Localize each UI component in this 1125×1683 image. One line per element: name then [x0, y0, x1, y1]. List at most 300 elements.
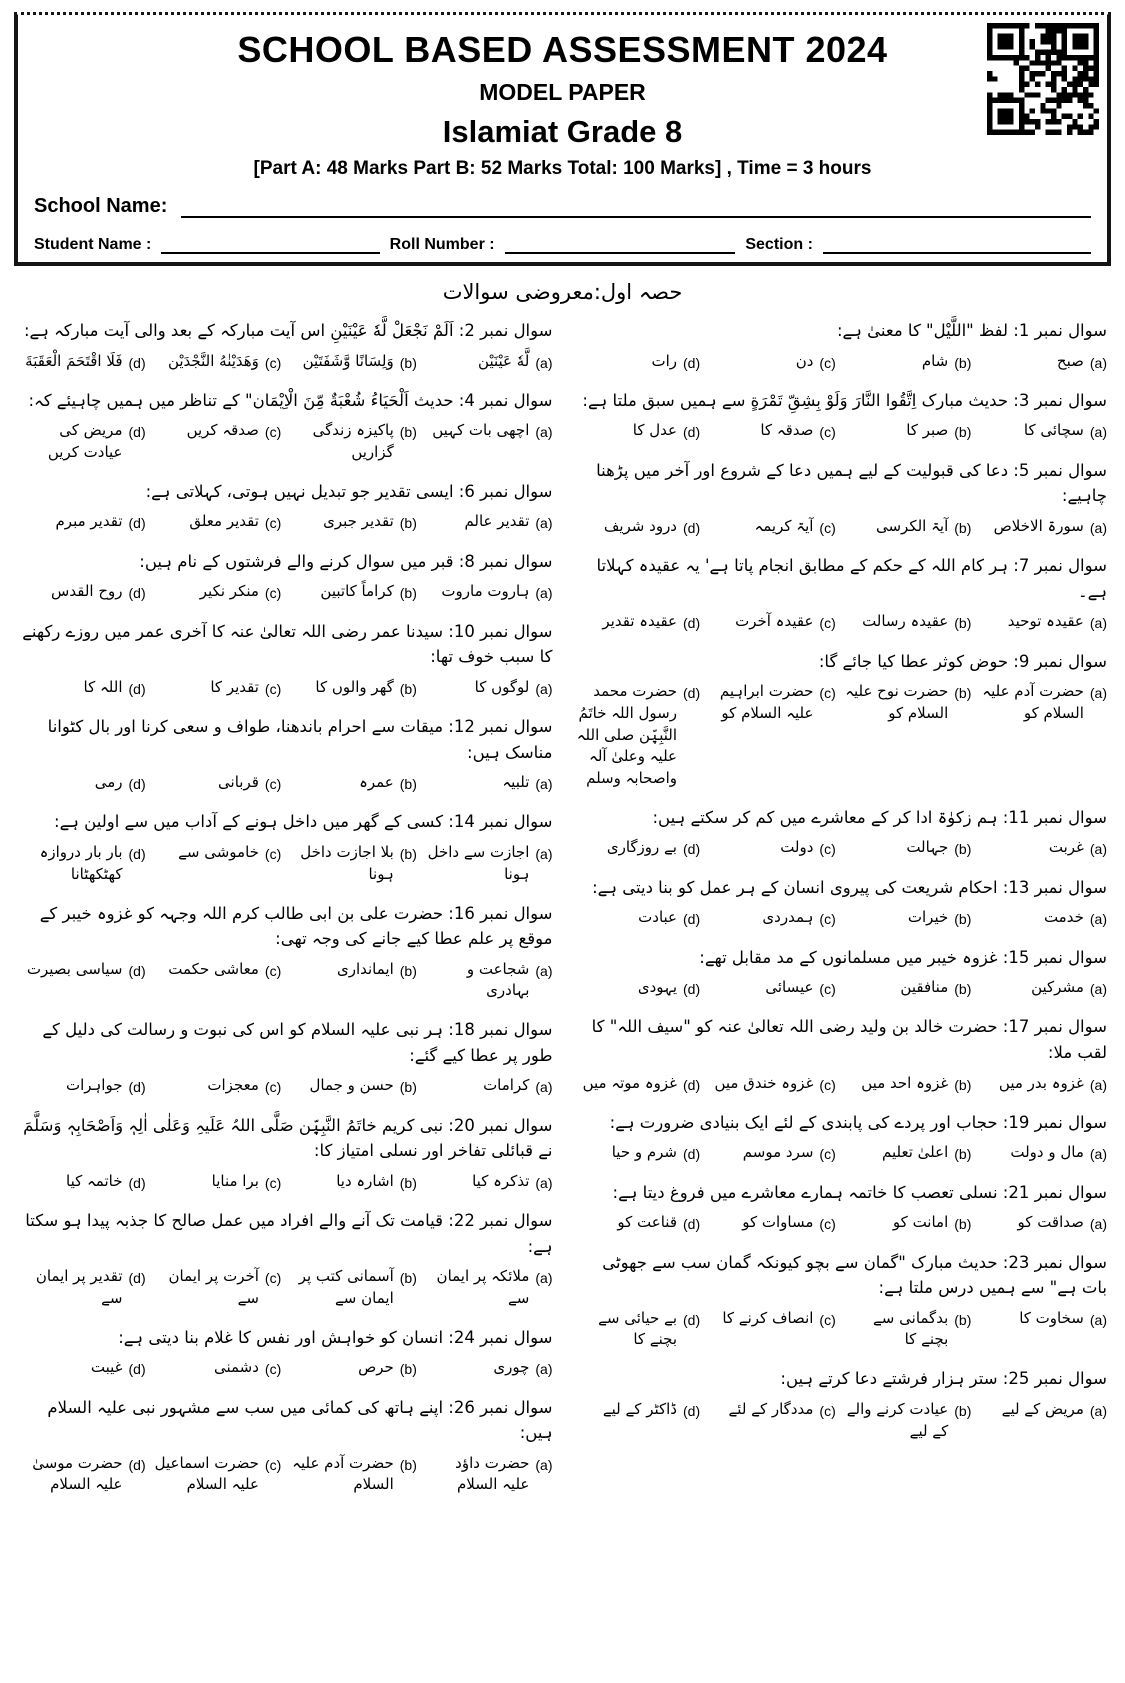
option-letter: (c): [819, 685, 836, 702]
options-row: [573, 516, 1108, 538]
options-row: [18, 1266, 553, 1310]
option-letter: (a): [1089, 1311, 1107, 1328]
question-text: سوال نمبر 2: اَلَمْ نَجْعَلْ لَّهٗ عَیْنَیْنِ اس آیت مبارکہ کے بعد والی آیت مبارکہ ہے:: [23, 321, 553, 340]
option-letter: (b): [954, 1216, 972, 1233]
option-letter: (a): [535, 585, 553, 602]
option-letter: (b): [399, 680, 417, 697]
option-letter: (b): [399, 776, 417, 793]
question-block: [18, 1395, 553, 1497]
option-text: چوری: [493, 1358, 530, 1377]
option-b: [844, 1073, 972, 1095]
option-text: خیرات: [907, 908, 949, 927]
option-text: تلبیہ: [502, 773, 530, 792]
option-a: [425, 959, 553, 1003]
school-name-row: [28, 194, 1097, 218]
option-text: فَلَا اقْتَحَمَ الْعَقَبَةَ: [25, 351, 123, 370]
question-block: [573, 945, 1108, 1000]
option-letter: (c): [264, 680, 282, 697]
option-d: [18, 959, 146, 981]
option-letter: (d): [683, 1076, 701, 1093]
option-d: [18, 842, 146, 886]
option-text: شام: [921, 351, 949, 370]
option-letter: (b): [399, 1270, 417, 1287]
option-letter: (a): [535, 1174, 553, 1191]
option-letter: (c): [819, 615, 836, 632]
option-c: [708, 1308, 836, 1330]
question-block: [573, 805, 1108, 860]
option-letter: (b): [399, 515, 417, 532]
question-text: سوال نمبر 3: حدیث مبارک اِتَّقُوا النَّارَ وَلَوْ بِشِقِّ تَمْرَةٍ سے ہمیں سبق ملتا ہے:: [582, 390, 1107, 410]
option-text: اشارہ دیا: [336, 1171, 394, 1190]
option-c: [154, 772, 282, 794]
question-text: سوال نمبر 15: غزوہ خیبر میں مسلمانوں کے مد مقابل تھے:: [699, 947, 1107, 967]
option-a: [425, 677, 553, 699]
option-letter: (d): [683, 354, 701, 371]
option-letter: (a): [1089, 615, 1107, 632]
question-block: [573, 649, 1108, 790]
option-text: صدقہ کریں: [186, 421, 259, 440]
option-letter: (d): [128, 585, 146, 602]
question-block: [573, 875, 1108, 930]
option-letter: (a): [1089, 354, 1107, 371]
student-name-label: Student Name :: [34, 236, 152, 253]
question-text: سوال نمبر 6: ایسی تقدیر جو تبدیل نہیں ہوتی، کہلاتی ہے:: [145, 481, 553, 501]
option-letter: (a): [535, 776, 553, 793]
option-text: منافقین: [900, 978, 949, 997]
option-text: وَلِسَانًا وَّشَفَتَیْن: [302, 351, 394, 370]
option-letter: (b): [399, 1079, 417, 1096]
option-letter: (b): [954, 354, 972, 371]
options-row: [573, 1212, 1108, 1234]
options-row: [573, 611, 1108, 633]
header-box: [14, 12, 1111, 266]
option-letter: (d): [128, 1270, 146, 1287]
option-text: آخرت پر ایمان سے: [168, 1267, 259, 1307]
option-b: [289, 511, 417, 533]
option-c: [154, 1266, 282, 1310]
option-text: حضرت محمد رسول اللہ خاتَمُ النَّبِیّٖن صلی اللہ علیہ وعلیٰ آلہ واصحابہ وسلم: [576, 682, 677, 788]
option-text: ملائکہ پر ایمان سے: [436, 1267, 530, 1307]
questions-column-right: [573, 318, 1108, 1511]
option-letter: (d): [683, 981, 701, 998]
option-text: بے روزگاری: [606, 838, 677, 857]
option-c: [708, 907, 836, 929]
options-row: [573, 1399, 1108, 1443]
option-letter: (b): [399, 1174, 417, 1191]
question-text: سوال نمبر 13: احکام شریعت کی پیروی انسان کے ہر عمل کو بنا دیتی ہے:: [592, 877, 1107, 897]
option-letter: (d): [128, 846, 146, 863]
option-b: [289, 351, 417, 373]
option-c: [708, 611, 836, 633]
option-a: [979, 351, 1107, 373]
option-text: جواہرات: [65, 1076, 123, 1095]
exam-name: Islamiat Grade 8: [442, 114, 683, 149]
option-text: مال و دولت: [1010, 1143, 1084, 1162]
option-text: برا منایا: [211, 1171, 259, 1190]
option-letter: (d): [128, 680, 146, 697]
option-letter: (c): [819, 1402, 836, 1419]
option-letter: (a): [1089, 981, 1107, 998]
option-d: [573, 516, 701, 538]
options-row: [18, 1357, 553, 1379]
option-letter: (b): [954, 1146, 972, 1163]
option-letter: (b): [399, 354, 417, 371]
options-row: [18, 581, 553, 603]
option-letter: (c): [264, 1270, 282, 1287]
option-c: [708, 1212, 836, 1234]
section-field[interactable]: [823, 234, 1091, 254]
option-letter: (d): [128, 424, 146, 441]
option-text: ڈاکٹر کے لیے: [602, 1399, 677, 1418]
option-letter: (a): [1089, 1216, 1107, 1233]
options-row: [573, 1308, 1108, 1352]
question-text: سوال نمبر 12: میقات سے احرام باندھنا، طواف و سعی کرنا اور بال کٹوانا مناسک ہیں:: [47, 717, 553, 762]
option-text: خدمت: [1043, 908, 1084, 927]
question-text: سوال نمبر 11: ہم زکوٰۃ ادا کر کے معاشرے میں کم کر سکتے ہیں:: [652, 807, 1107, 827]
option-d: [573, 907, 701, 929]
question-text: سوال نمبر 23: حدیث مبارک "گمان سے بچو کیونکہ گمان سب سے جھوٹی بات ہے" سے ہمیں درس ملتا ہے:: [602, 1252, 1107, 1298]
option-letter: (b): [399, 846, 417, 863]
option-text: حضرت داؤد علیہ السلام: [455, 1453, 530, 1494]
assessment-title: SCHOOL BASED ASSESSMENT 2024: [237, 29, 888, 70]
option-text: عبادت: [638, 908, 677, 927]
option-text: غزوہ احد میں: [861, 1073, 949, 1092]
option-a: [979, 611, 1107, 633]
option-b: [289, 772, 417, 794]
option-text: صدقہ کا: [760, 421, 814, 440]
option-b: [844, 611, 972, 633]
option-text: آسمانی کتب پر ایمان سے: [298, 1267, 394, 1307]
option-b: [844, 977, 972, 999]
option-c: [708, 351, 836, 373]
option-text: دولت: [780, 838, 814, 857]
option-text: سرد موسم: [742, 1143, 814, 1162]
option-letter: (c): [819, 1076, 836, 1093]
option-c: [708, 1073, 836, 1095]
option-d: [18, 1266, 146, 1310]
option-letter: (d): [128, 1456, 146, 1473]
question-block: [18, 479, 553, 534]
option-c: [154, 511, 282, 533]
option-letter: (c): [819, 354, 836, 371]
option-a: [979, 1212, 1107, 1234]
option-letter: (a): [535, 846, 553, 863]
question-text: سوال نمبر 22: قیامت تک آنے والے افراد میں عمل صالح کا جذبہ پیدا ہو سکتا ہے:: [25, 1211, 553, 1256]
option-text: غزوہ موتہ میں: [582, 1073, 677, 1092]
option-text: مشرکین: [1031, 978, 1084, 997]
option-d: [18, 1075, 146, 1097]
question-block: [573, 1110, 1108, 1165]
options-row: [573, 420, 1108, 442]
option-text: غیبت: [90, 1358, 123, 1377]
option-text: حضرت موسیٰ علیہ السلام: [32, 1453, 123, 1494]
option-letter: (d): [128, 776, 146, 793]
option-letter: (d): [683, 1311, 701, 1328]
school-name-field[interactable]: [181, 194, 1091, 218]
student-info-row: [28, 234, 1097, 254]
option-letter: (d): [683, 685, 701, 702]
option-b: [289, 677, 417, 699]
option-letter: (d): [683, 615, 701, 632]
option-d: [573, 1399, 701, 1421]
option-text: درود شریف: [603, 516, 677, 535]
option-text: لوگوں کا: [474, 677, 530, 696]
option-text: عقیدہ رسالت: [862, 612, 949, 631]
option-a: [425, 351, 553, 373]
option-text: قربانی: [218, 773, 259, 792]
option-c: [154, 1075, 282, 1097]
option-a: [979, 516, 1107, 538]
option-text: پاکیزہ زندگی گزاریں: [312, 421, 394, 462]
option-letter: (a): [535, 1270, 553, 1287]
option-text: اچھی بات کہیں: [432, 421, 530, 440]
question-block: [573, 1014, 1108, 1094]
option-letter: (b): [399, 1361, 417, 1378]
option-b: [844, 420, 972, 442]
option-letter: (a): [1089, 1402, 1107, 1419]
option-a: [979, 1073, 1107, 1095]
option-text: حضرت نوح علیہ السلام کو: [845, 682, 949, 722]
option-text: آیۃ الکرسی: [875, 516, 949, 535]
option-b: [844, 837, 972, 859]
question-block: [18, 901, 553, 1003]
section-label: Section :: [745, 236, 813, 253]
option-d: [18, 1453, 146, 1497]
option-text: تقدیر کا: [210, 677, 259, 696]
question-text: سوال نمبر 8: قبر میں سوال کرنے والے فرشتوں کے نام ہیں:: [139, 551, 553, 571]
question-block: [18, 1017, 553, 1097]
option-text: عیادت کرنے والے کے لیے: [846, 1399, 949, 1440]
option-text: لَّهٗ عَیْنَیْن: [478, 351, 530, 370]
option-text: حضرت آدم علیہ السلام کو: [982, 682, 1084, 722]
option-b: [844, 1308, 972, 1352]
option-letter: (c): [819, 1311, 836, 1328]
option-text: وَهَدَیْنٰهُ النَّجْدَیْن: [167, 351, 259, 370]
question-text: سوال نمبر 17: حضرت خالد بن ولید رضی اللہ تعالیٰ عنہ کو "سیف اللہ" کا لقب ملا:: [591, 1017, 1107, 1063]
option-d: [18, 772, 146, 794]
option-b: [844, 1212, 972, 1234]
option-letter: (d): [683, 911, 701, 928]
option-text: دن: [795, 351, 814, 370]
option-text: رمی: [94, 773, 123, 792]
option-b: [844, 1399, 972, 1443]
option-text: امانت کو: [892, 1213, 949, 1232]
roll-number-field[interactable]: [505, 234, 736, 254]
option-d: [573, 1073, 701, 1095]
option-letter: (c): [819, 841, 836, 858]
option-text: یہودی: [637, 978, 677, 997]
options-row: [573, 351, 1108, 373]
option-d: [573, 837, 701, 859]
option-c: [708, 1142, 836, 1164]
question-block: [18, 318, 553, 373]
option-a: [425, 1171, 553, 1193]
option-text: بار بار دروازہ کھٹکھٹانا: [39, 843, 123, 883]
option-a: [425, 1266, 553, 1310]
option-text: جہالت: [906, 838, 949, 857]
question-text: سوال نمبر 7: ہر کام اللہ کے حکم کے مطابق انجام پاتا ہے' یہ عقیدہ کہلاتا ہے۔: [596, 556, 1107, 601]
option-text: صبح: [1056, 351, 1084, 370]
option-text: سیاسی بصیرت: [26, 959, 123, 978]
option-text: شرم و حیا: [611, 1143, 677, 1162]
option-letter: (a): [1089, 1146, 1107, 1163]
option-text: عیسائی: [765, 978, 814, 997]
question-block: [18, 714, 553, 794]
question-text: سوال نمبر 10: سیدنا عمر رضی اللہ تعالیٰ عنہ کا آخری عمر میں روزے رکھنے کا سبب خوف تھا:: [22, 621, 553, 667]
option-letter: (c): [264, 776, 282, 793]
option-text: رات: [651, 351, 677, 370]
options-row: [573, 1073, 1108, 1095]
options-row: [18, 511, 553, 533]
option-c: [154, 351, 282, 373]
question-text: سوال نمبر 19: حجاب اور پردے کی پابندی کے لئے ایک بنیادی ضرورت ہے:: [609, 1112, 1107, 1132]
option-a: [979, 681, 1107, 725]
option-letter: (b): [399, 585, 417, 602]
option-letter: (c): [264, 515, 282, 532]
option-text: تذکرہ کیا: [472, 1171, 530, 1190]
option-d: [18, 420, 146, 464]
option-c: [154, 677, 282, 699]
option-text: آیۃ کریمہ: [754, 516, 814, 535]
option-letter: (a): [535, 424, 553, 441]
option-d: [18, 677, 146, 699]
question-text: سوال نمبر 5: دعا کی قبولیت کے لیے ہمیں دعا کے شروع اور آخر میں پڑھنا چاہیے:: [596, 460, 1107, 506]
option-letter: (a): [535, 1456, 553, 1473]
questions-column-left: [18, 318, 553, 1511]
option-letter: (d): [128, 962, 146, 979]
option-letter: (c): [264, 424, 282, 441]
option-text: منکر نکیر: [199, 582, 259, 601]
question-text: سوال نمبر 20: نبی کریم خاتَمُ النَّبِیّٖن صَلَّی اللہُ عَلَیہِ وَعَلٰی اٰلِہٖ وَاَصْحَابِہٖ وَسَلَّمَ نے قبائلی تفاخر اور نسلی امتیاز کا:: [23, 1115, 553, 1161]
option-text: بدگمانی سے بچنے کا: [873, 1308, 949, 1349]
option-letter: (d): [128, 1174, 146, 1191]
options-row: [18, 1453, 553, 1497]
option-a: [979, 1142, 1107, 1164]
option-a: [425, 581, 553, 603]
question-text: سوال نمبر 4: حدیث اَلْحَیَاءُ شُعْبَةٌ مِّنَ الْاِیْمَان" کے تناظر میں ہمیں چاہیئے کہ:: [28, 390, 553, 410]
option-letter: (d): [683, 1146, 701, 1163]
option-d: [18, 1357, 146, 1379]
option-b: [844, 681, 972, 725]
option-letter: (b): [954, 841, 972, 858]
option-d: [18, 351, 146, 373]
option-text: ہمدردی: [762, 908, 814, 927]
option-letter: (b): [954, 424, 972, 441]
option-letter: (a): [1089, 1076, 1107, 1093]
option-text: صداقت کو: [1017, 1213, 1084, 1232]
option-text: سورۃ الاخلاص: [993, 516, 1084, 535]
options-row: [18, 420, 553, 464]
option-text: عقیدہ تقدیر: [602, 612, 677, 631]
option-text: تقدیر مبرم: [55, 512, 123, 531]
question-block: [18, 1113, 553, 1193]
option-letter: (c): [264, 1174, 282, 1191]
option-text: شجاعت و بہادری: [466, 959, 530, 1000]
option-text: تقدیر جبری: [323, 512, 394, 531]
option-text: معجزات: [207, 1076, 259, 1095]
option-letter: (d): [683, 1216, 701, 1233]
option-text: گھر والوں کا: [315, 677, 394, 696]
option-letter: (c): [264, 846, 282, 863]
option-letter: (a): [535, 515, 553, 532]
option-letter: (b): [399, 424, 417, 441]
option-letter: (a): [1089, 519, 1107, 536]
option-text: عقیدہ توحید: [1007, 612, 1084, 631]
question-block: [573, 1366, 1108, 1442]
option-text: حسن و جمال: [309, 1076, 394, 1095]
option-text: معاشی حکمت: [168, 959, 259, 978]
option-a: [425, 842, 553, 886]
option-b: [844, 1142, 972, 1164]
option-letter: (b): [954, 519, 972, 536]
option-c: [154, 1357, 282, 1379]
question-block: [18, 809, 553, 885]
option-b: [844, 907, 972, 929]
question-text: سوال نمبر 18: ہر نبی علیہ السلام کو اس کی نبوت و رسالت کی دلیل کے طور پر عطا کیے گئے:: [42, 1020, 553, 1065]
option-d: [573, 420, 701, 442]
option-c: [154, 842, 282, 864]
option-text: بلا اجازت داخل ہونا: [300, 843, 394, 883]
question-block: [18, 1325, 553, 1380]
question-text: سوال نمبر 16: حضرت علی بن ابی طالب کرم اللہ وجہہ کو غزوہ خیبر کے موقع پر علم عطا کیے جانے کی وجہ تھی:: [39, 903, 553, 949]
option-text: اعلیٰ تعلیم: [882, 1143, 949, 1162]
option-d: [573, 977, 701, 999]
option-text: حرص: [358, 1358, 394, 1377]
option-letter: (c): [819, 911, 836, 928]
question-block: [573, 388, 1108, 443]
option-d: [573, 611, 701, 633]
exam-paper-page: [0, 12, 1125, 1683]
option-letter: (d): [128, 1361, 146, 1378]
option-letter: (a): [535, 962, 553, 979]
student-name-field[interactable]: [161, 234, 379, 254]
option-letter: (c): [819, 519, 836, 536]
option-letter: (a): [535, 680, 553, 697]
marks-time-line: [Part A: 48 Marks Part B: 52 Marks Total: 100 Marks] , Time = 3 hours: [253, 158, 872, 179]
roll-number-label: Roll Number :: [389, 236, 495, 253]
option-text: اللہ کا: [83, 677, 123, 696]
option-c: [708, 516, 836, 538]
question-text: سوال نمبر 1: لفظ "اللَّیْل" کا معنیٰ ہے:: [837, 321, 1107, 340]
option-text: عمرہ: [359, 773, 394, 792]
option-text: غزوہ بدر میں: [998, 1073, 1084, 1092]
option-c: [154, 959, 282, 981]
option-letter: (d): [683, 519, 701, 536]
question-text: سوال نمبر 21: نسلی تعصب کا خاتمہ ہمارے معاشرے میں فروغ دیتا ہے:: [612, 1182, 1107, 1202]
option-a: [979, 1399, 1107, 1421]
option-text: عقیدہ آخرت: [735, 612, 814, 631]
question-block: [18, 1208, 553, 1310]
option-letter: (b): [954, 1311, 972, 1328]
option-b: [289, 959, 417, 981]
option-a: [425, 511, 553, 533]
options-row: [573, 1142, 1108, 1164]
option-b: [844, 516, 972, 538]
option-text: مریض کی عیادت کریں: [47, 421, 123, 462]
option-a: [425, 772, 553, 794]
question-block: [573, 553, 1108, 633]
option-letter: (b): [399, 962, 417, 979]
option-d: [573, 1308, 701, 1352]
option-d: [573, 681, 701, 790]
option-text: خاموشی سے: [178, 843, 259, 862]
option-letter: (d): [128, 1079, 146, 1096]
option-letter: (c): [819, 1216, 836, 1233]
options-row: [18, 842, 553, 886]
options-row: [18, 772, 553, 794]
option-text: صبر کا: [906, 421, 949, 440]
option-c: [154, 1453, 282, 1497]
